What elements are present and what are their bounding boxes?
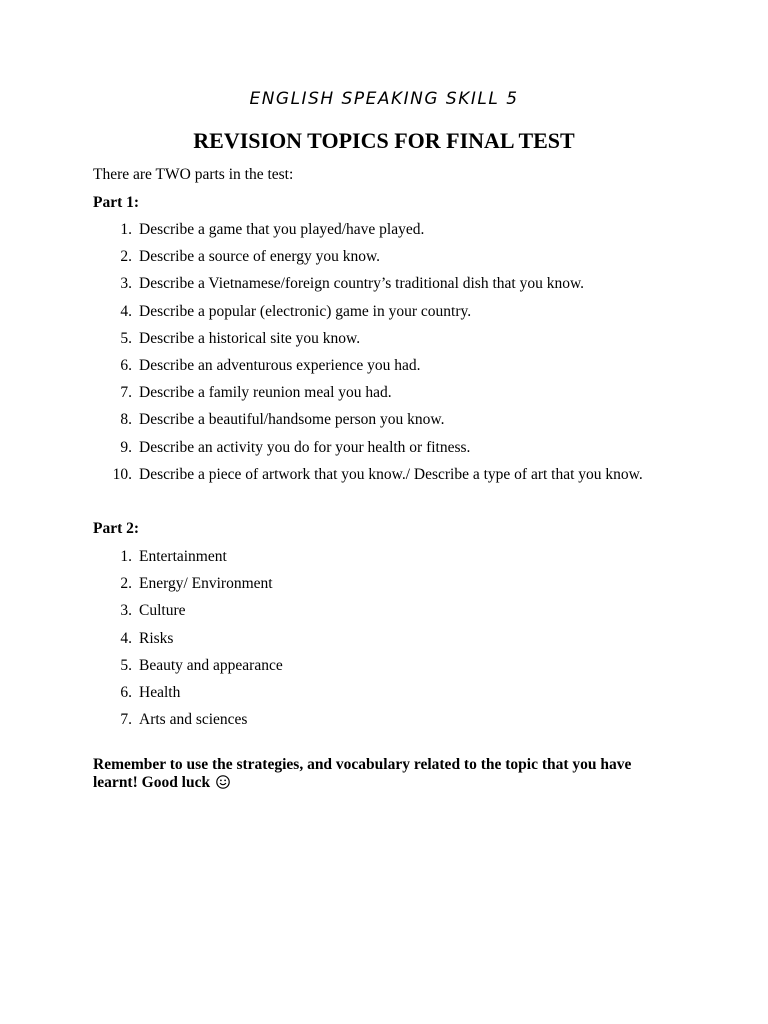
list-item: [93, 679, 659, 706]
list-item-number: 5.: [120, 656, 132, 674]
list-item-number: 4.: [120, 629, 132, 647]
list-item-number: 7.: [120, 384, 132, 402]
list-item-number: 7.: [120, 711, 132, 729]
list-item-number: 4.: [120, 302, 132, 320]
page-title: REVISION TOPICS FOR FINAL TEST: [193, 128, 575, 153]
list-item-text: Describe a game that you played/have played.: [139, 221, 425, 238]
course-title: ENGLISH SPEAKING SKILL 5: [249, 89, 519, 109]
part1-heading: Part 1:: [93, 194, 140, 211]
list-item-number: 6.: [120, 356, 132, 374]
list-item: [93, 270, 659, 297]
part1-topic-list: [93, 216, 659, 515]
list-item-number: 2.: [120, 248, 132, 266]
list-item-number: 2.: [120, 575, 132, 593]
list-item-text: Describe an activity you do for your health or fitness.: [139, 438, 471, 456]
list-item-text: Entertainment: [139, 548, 227, 565]
closing-note: [93, 756, 673, 792]
list-item: [93, 543, 659, 570]
list-item: [93, 706, 659, 733]
list-item-text: Culture: [139, 602, 186, 620]
list-item-number: 6.: [120, 683, 132, 701]
list-item-number: 5.: [120, 329, 132, 347]
list-item-text: Describe a Vietnamese/foreign country’s traditional dish that you know.: [139, 275, 585, 293]
list-item: [93, 379, 659, 406]
list-item-text: Risks: [139, 629, 174, 647]
list-item-number: 8.: [120, 411, 132, 429]
list-item-number: 3.: [120, 602, 132, 620]
list-item-text: Describe a beautiful/handsome person you know.: [139, 411, 445, 429]
list-item-text: Describe a historical site you know.: [139, 329, 361, 347]
list-item-text: Describe a popular (electronic) game in your country.: [139, 302, 472, 320]
list-item-text: Arts and sciences: [139, 711, 248, 729]
list-item: [93, 652, 659, 679]
list-item-text: Beauty and appearance: [139, 656, 283, 674]
list-item: [93, 570, 659, 597]
list-item-number: 1.: [120, 221, 132, 238]
list-item-number: 1.: [120, 548, 132, 565]
list-item: [93, 406, 659, 433]
list-item: [93, 243, 659, 270]
list-item: [93, 597, 659, 624]
list-item: [93, 434, 659, 461]
list-item-text: Energy/ Environment: [139, 575, 273, 593]
list-item: [93, 216, 659, 243]
list-item-text: Describe an adventurous experience you had.: [139, 356, 421, 374]
list-item: [93, 625, 659, 652]
part2-topic-list: [93, 543, 659, 733]
list-item-text: Describe a piece of artwork that you know./ Describe a type of art that you know.: [139, 465, 643, 483]
list-item-number: 9.: [120, 438, 132, 456]
list-item: [93, 461, 659, 515]
list-item: [93, 325, 659, 352]
closing-text: Remember to use the strategies, and vocabulary related to the topic that you have learnt! Good luck: [93, 756, 632, 791]
list-item-text: Describe a source of energy you know.: [139, 248, 381, 266]
list-item-text: Describe a family reunion meal you had.: [139, 384, 392, 402]
list-item: [93, 298, 659, 325]
list-item-text: Health: [139, 683, 181, 701]
list-item-number: 10.: [112, 465, 132, 483]
list-item: [93, 352, 659, 379]
list-item-number: 3.: [120, 275, 132, 293]
intro-text: There are TWO parts in the test:: [93, 166, 294, 183]
part2-heading: Part 2:: [93, 520, 140, 537]
smiley-face-icon: [216, 775, 230, 789]
